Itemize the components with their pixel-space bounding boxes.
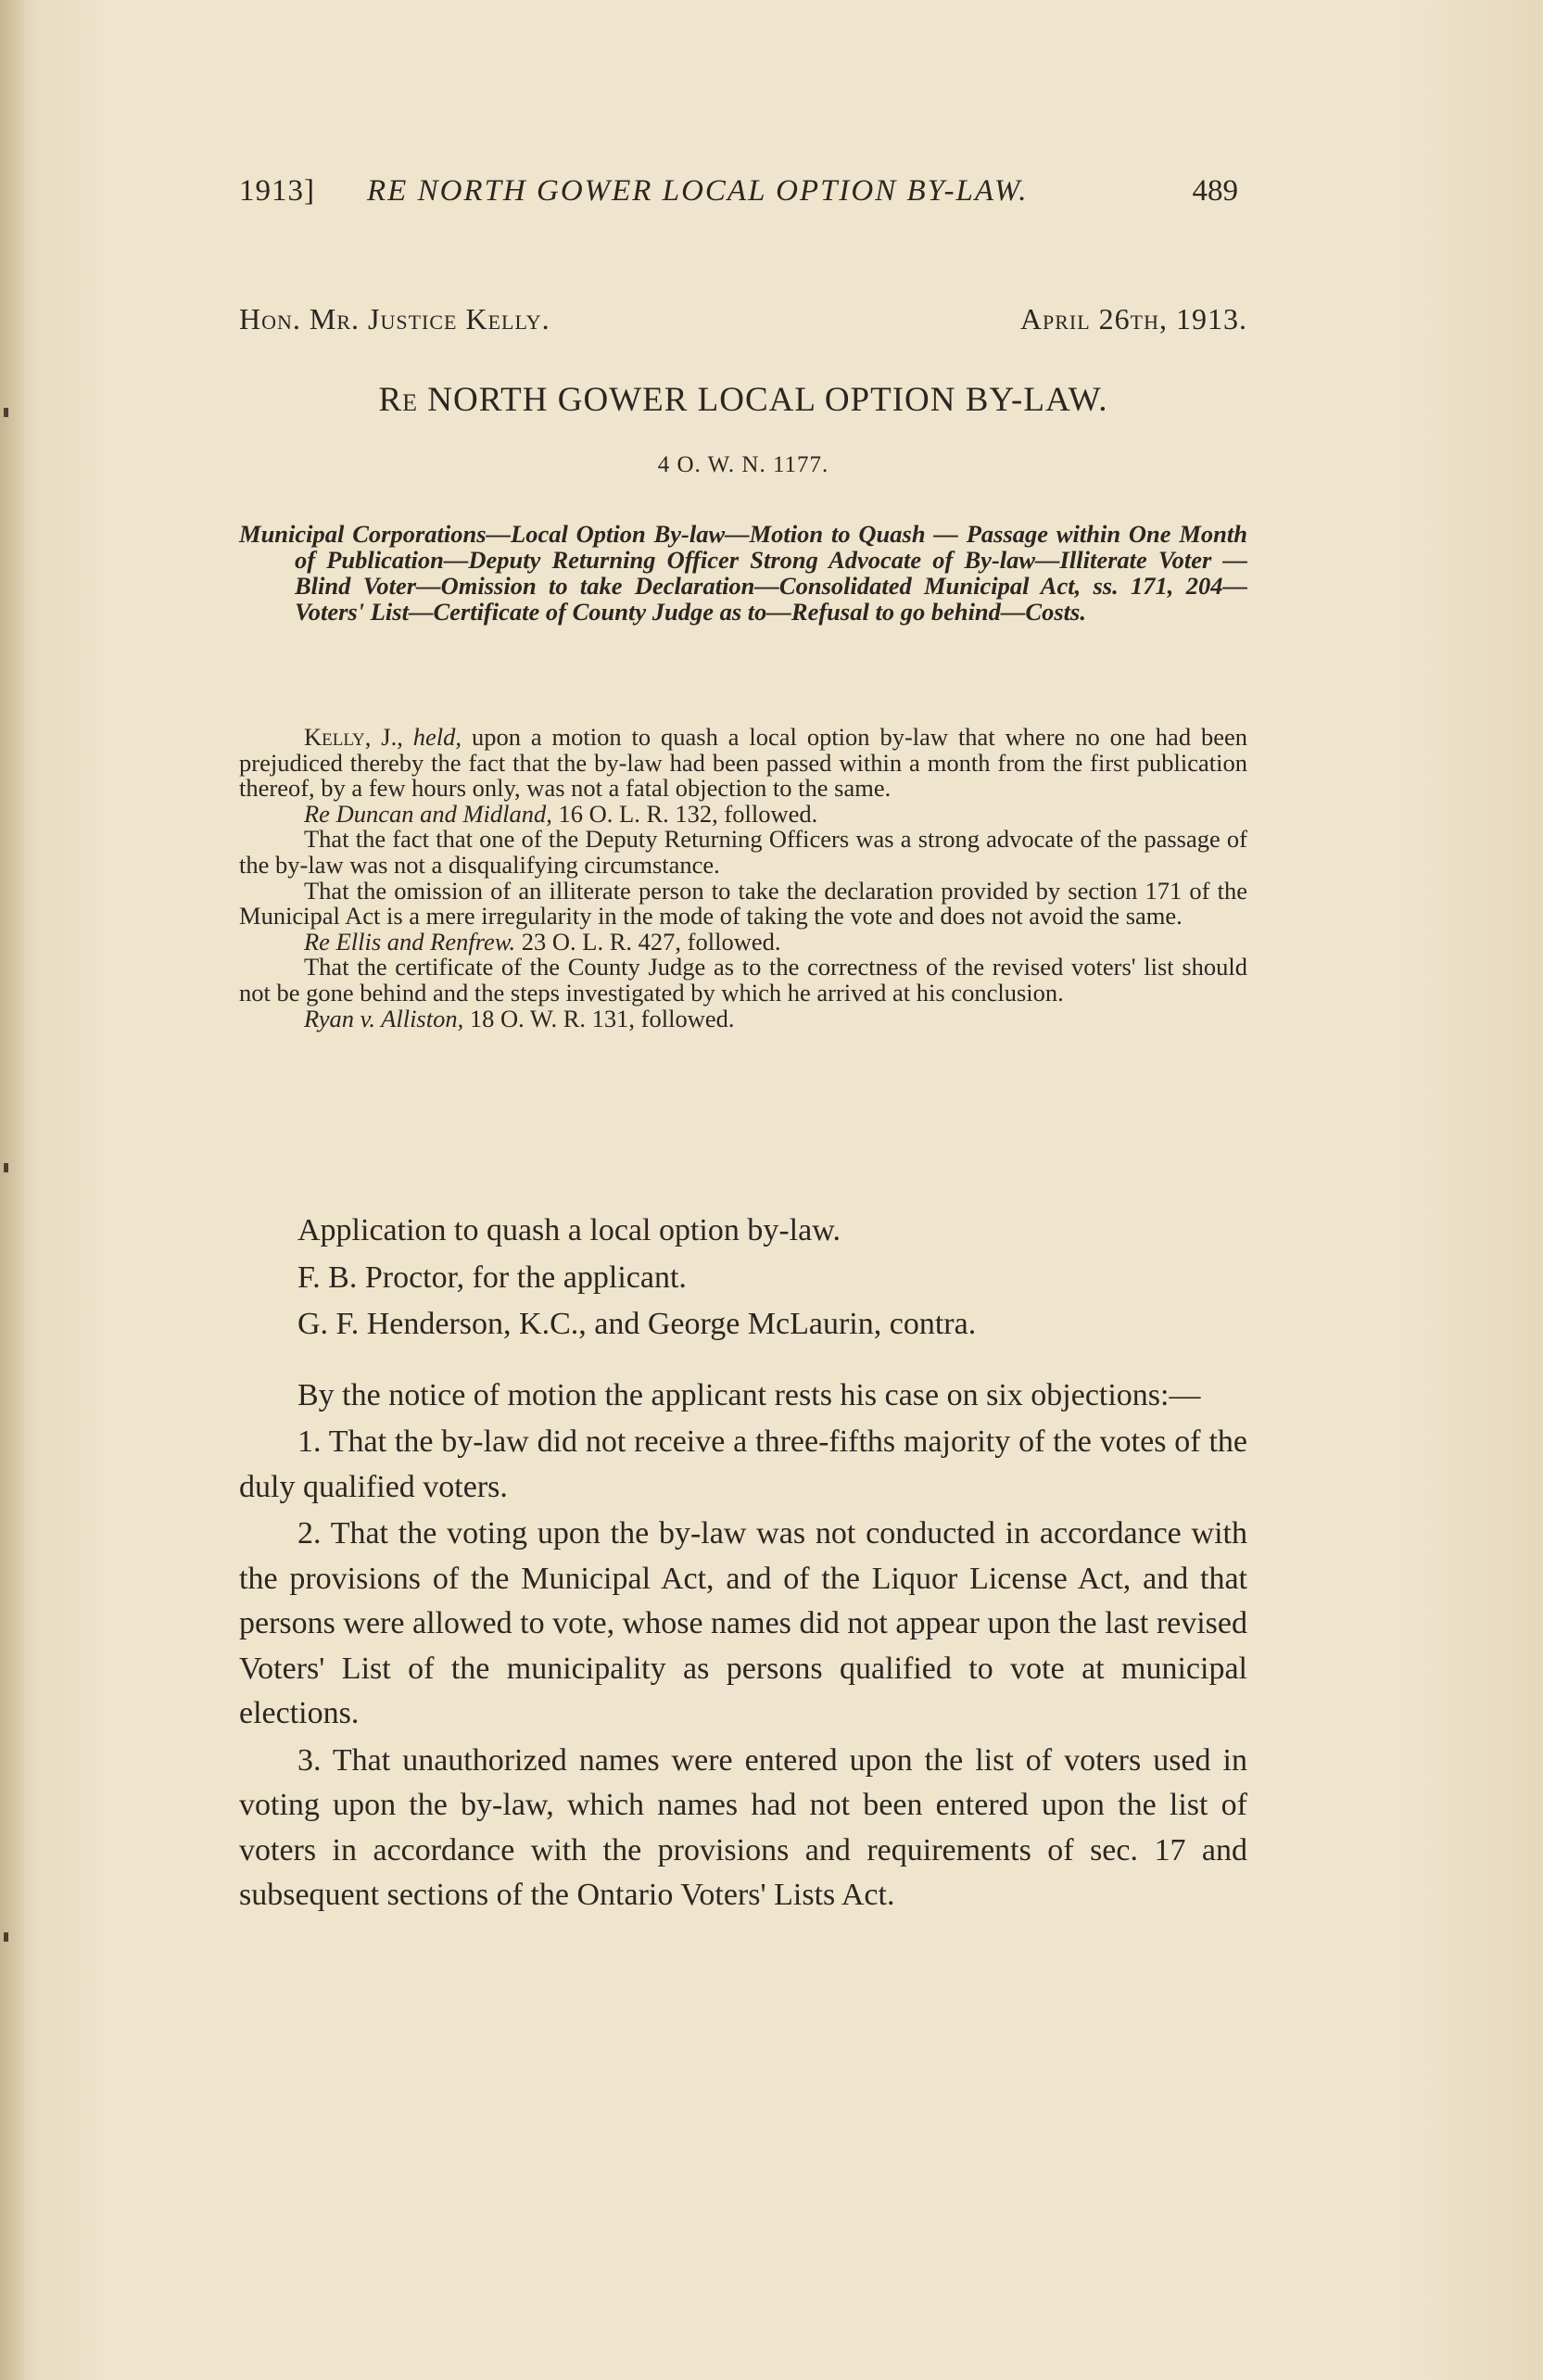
syllabus-paragraph: That the certificate of the County Judge as to the correctness of the revised voters' list should not be gone behind and the steps investigated by which he arrived at his conclusion.: [239, 953, 1247, 1006]
objection-1: 1. That the by-law did not receive a three-fifths majority of the votes of the duly qualified voters.: [239, 1424, 1247, 1504]
cited-report: 23 O. L. R. 427, followed.: [521, 927, 781, 956]
page-number: 489: [1192, 174, 1238, 208]
judge-date-line: [239, 302, 1247, 348]
counsel-applicant: F. B. Proctor, for the applicant.: [297, 1260, 687, 1295]
running-head-title: RE NORTH GOWER LOCAL OPTION BY-LAW.: [367, 174, 1029, 208]
case-title-name: NORTH GOWER LOCAL OPTION BY-LAW.: [427, 381, 1108, 419]
syllabus-citation: [239, 927, 1247, 956]
syllabus-paragraph: That the fact that one of the Deputy Returning Officers was a strong advocate of the passage of the by-law was not a disqualifying circumstance.: [239, 825, 1247, 879]
cited-report: 16 O. L. R. 132, followed.: [558, 799, 818, 828]
syllabus-held: [239, 725, 1247, 802]
running-head-year: 1913]: [239, 174, 315, 208]
syllabus: [239, 725, 1247, 1032]
cited-case: Ryan v. Alliston,: [304, 1004, 464, 1032]
held-text: upon a motion to quash a local option by-law that where no one had been prejudiced thereby the fact that the by-law had been passed within a month from the first publication thereof, by a few hours only, was not a fatal objection to the same.: [239, 723, 1247, 803]
held-judge: Kelly, J.,: [304, 723, 403, 751]
judgment-body: [239, 1209, 1247, 1918]
cited-case: Re Duncan and Midland,: [304, 799, 552, 828]
application-line: Application to quash a local option by-law.: [297, 1213, 841, 1247]
intro-paragraph: By the notice of motion the applicant rests his case on six objections:—: [297, 1377, 1201, 1412]
held-word: held,: [412, 723, 462, 751]
cited-report: 18 O. W. R. 131, followed.: [469, 1004, 735, 1032]
objection-3: 3. That unauthorized names were entered upon the list of voters used in voting upon the by-law, which names had not been entered upon the list of voters in accordance with the provisions and requirements of sec. 17 and subsequent sections of the Ontario Voters' Lists Act.: [239, 1742, 1247, 1912]
counsel-contra: G. F. Henderson, K.C., and George McLaurin, contra.: [297, 1307, 977, 1341]
margin-mark: [4, 1163, 8, 1172]
objection-2: 2. That the voting upon the by-law was not conducted in accordance with the provisions of the Municipal Act, and of the Liquor License Act, and that persons were allowed to vote, whose names did not appear upon the last revised Voters' List of the municipality as persons qualified to vote at municipal elections.: [239, 1516, 1247, 1730]
case-title-prefix: Re: [378, 381, 419, 419]
report-citation: 4 O. W. N. 1177.: [657, 452, 829, 477]
cited-case: Re Ellis and Renfrew.: [304, 927, 516, 956]
running-head: [239, 174, 1247, 221]
margin-mark: [4, 1932, 8, 1942]
headnote: [239, 521, 1247, 625]
judge-name: Hon. Mr. Justice Kelly.: [239, 302, 550, 335]
syllabus-paragraph: That the omission of an illiterate person to take the declaration provided by section 171 of the Municipal Act is a mere irregularity in the mode of taking the vote and does not avoid the same.: [239, 876, 1247, 930]
margin-mark: [4, 408, 8, 417]
headnote-text: Municipal Corporations—Local Option By-law—Motion to Quash — Passage within One Month of Publication—Deputy Returning Officer Strong Advocate of By-law—Illiterate Voter — Blind Voter—Omission to take Declaration—Consolidated Municipal Act, ss. 171, 204—Voters' List—Certificate of County Judge as to—Refusal to go behind—Costs.: [239, 520, 1247, 626]
page-gutter: [0, 0, 24, 2380]
case-title: [239, 380, 1247, 428]
syllabus-citation: [239, 799, 1247, 828]
judgment-date: April 26th, 1913.: [1019, 302, 1247, 335]
syllabus-citation: [239, 1006, 1247, 1032]
